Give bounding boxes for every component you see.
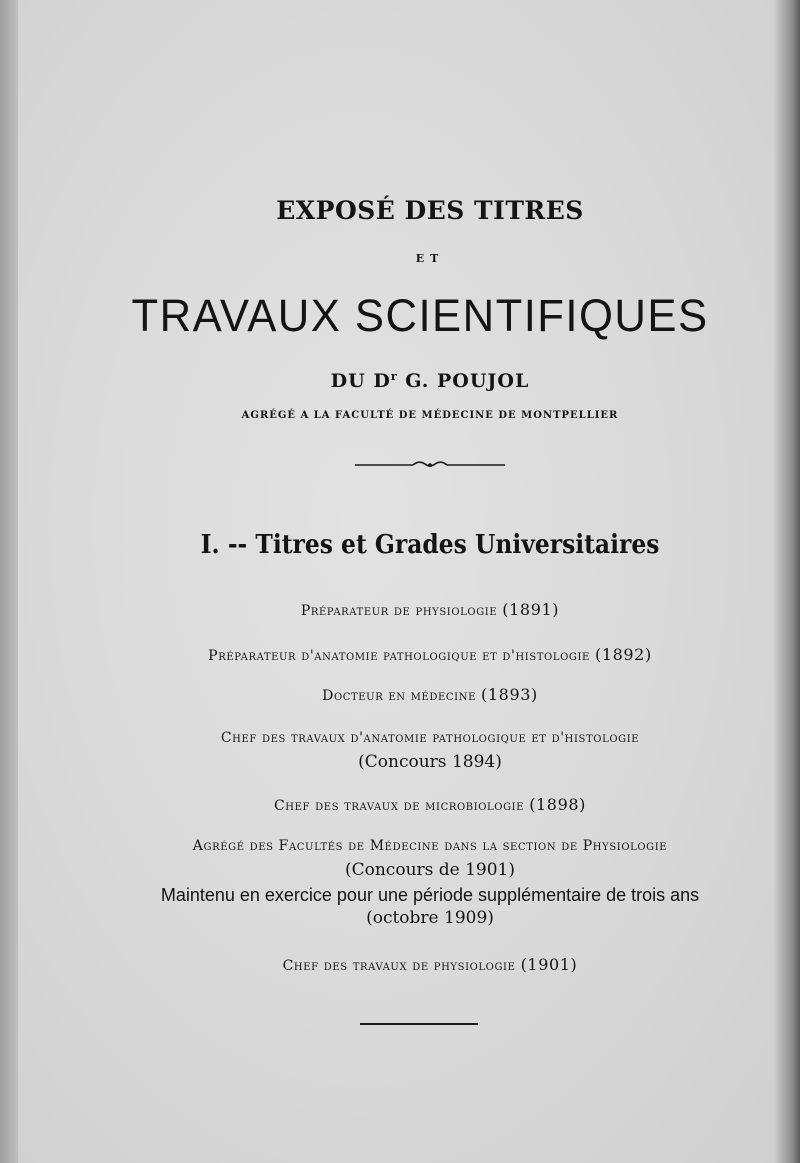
- section-heading: I. -- Titres et Grades Universitaires: [200, 530, 660, 560]
- entry-preparateur-physiologie: [30, 600, 800, 619]
- entry-preparateur-anatomie: [30, 645, 800, 664]
- entry-year: (1901): [520, 955, 578, 974]
- entry-chef-physiologie: [30, 955, 800, 974]
- entry-title: Chef des travaux de physiologie: [282, 958, 516, 974]
- title-line-1: EXPOSÉ DES TITRES: [276, 196, 584, 225]
- entry-agrege: [30, 838, 800, 854]
- entry-chef-anatomie-detail: (Concours 1894): [358, 752, 502, 772]
- entry-agrege-extension: Maintenu en exercice pour une période supplémentaire de trois ans: [160, 885, 700, 905]
- entry-year: (1898): [529, 795, 586, 814]
- closing-rule: [360, 1023, 478, 1025]
- entry-docteur-medecine: [30, 685, 800, 704]
- entry-title: Chef des travaux de microbiologie: [273, 798, 525, 814]
- entry-title: Préparateur de physiologie: [300, 603, 498, 619]
- author-prefix-superscript: r: [390, 370, 398, 383]
- entry-chef-anatomie: [30, 730, 800, 746]
- entry-year: (1893): [481, 685, 538, 704]
- author-prefix: DU D: [330, 370, 391, 392]
- title-conjunction: ET: [415, 252, 445, 265]
- author-line: [30, 370, 800, 392]
- scan-edge-right: [774, 0, 800, 1163]
- entry-year: (1892): [595, 645, 652, 664]
- entry-chef-microbiologie: [30, 795, 800, 814]
- document-page: [18, 0, 778, 1163]
- affiliation: AGRÉGÉ A LA FACULTÉ DE MÉDECINE DE MONTPELLIER: [241, 410, 619, 421]
- entry-agrege-detail: (Concours de 1901): [344, 860, 516, 880]
- ornament-divider: [355, 458, 505, 470]
- author-name: G. POUJOL: [405, 370, 530, 392]
- entry-year: (1891): [502, 600, 560, 619]
- entry-title: Agrégé des Facultés de Médecine dans la section de Physiologie: [192, 838, 668, 854]
- entry-title: Docteur en médecine: [322, 688, 476, 704]
- title-line-2: TRAVAUX SCIENTIFIQUES: [131, 290, 709, 341]
- entry-title: Chef des travaux d'anatomie pathologique et d'histologie: [220, 730, 640, 746]
- entry-agrege-extension-detail: (octobre 1909): [366, 908, 494, 928]
- entry-title: Préparateur d'anatomie pathologique et d'histologie: [208, 648, 590, 664]
